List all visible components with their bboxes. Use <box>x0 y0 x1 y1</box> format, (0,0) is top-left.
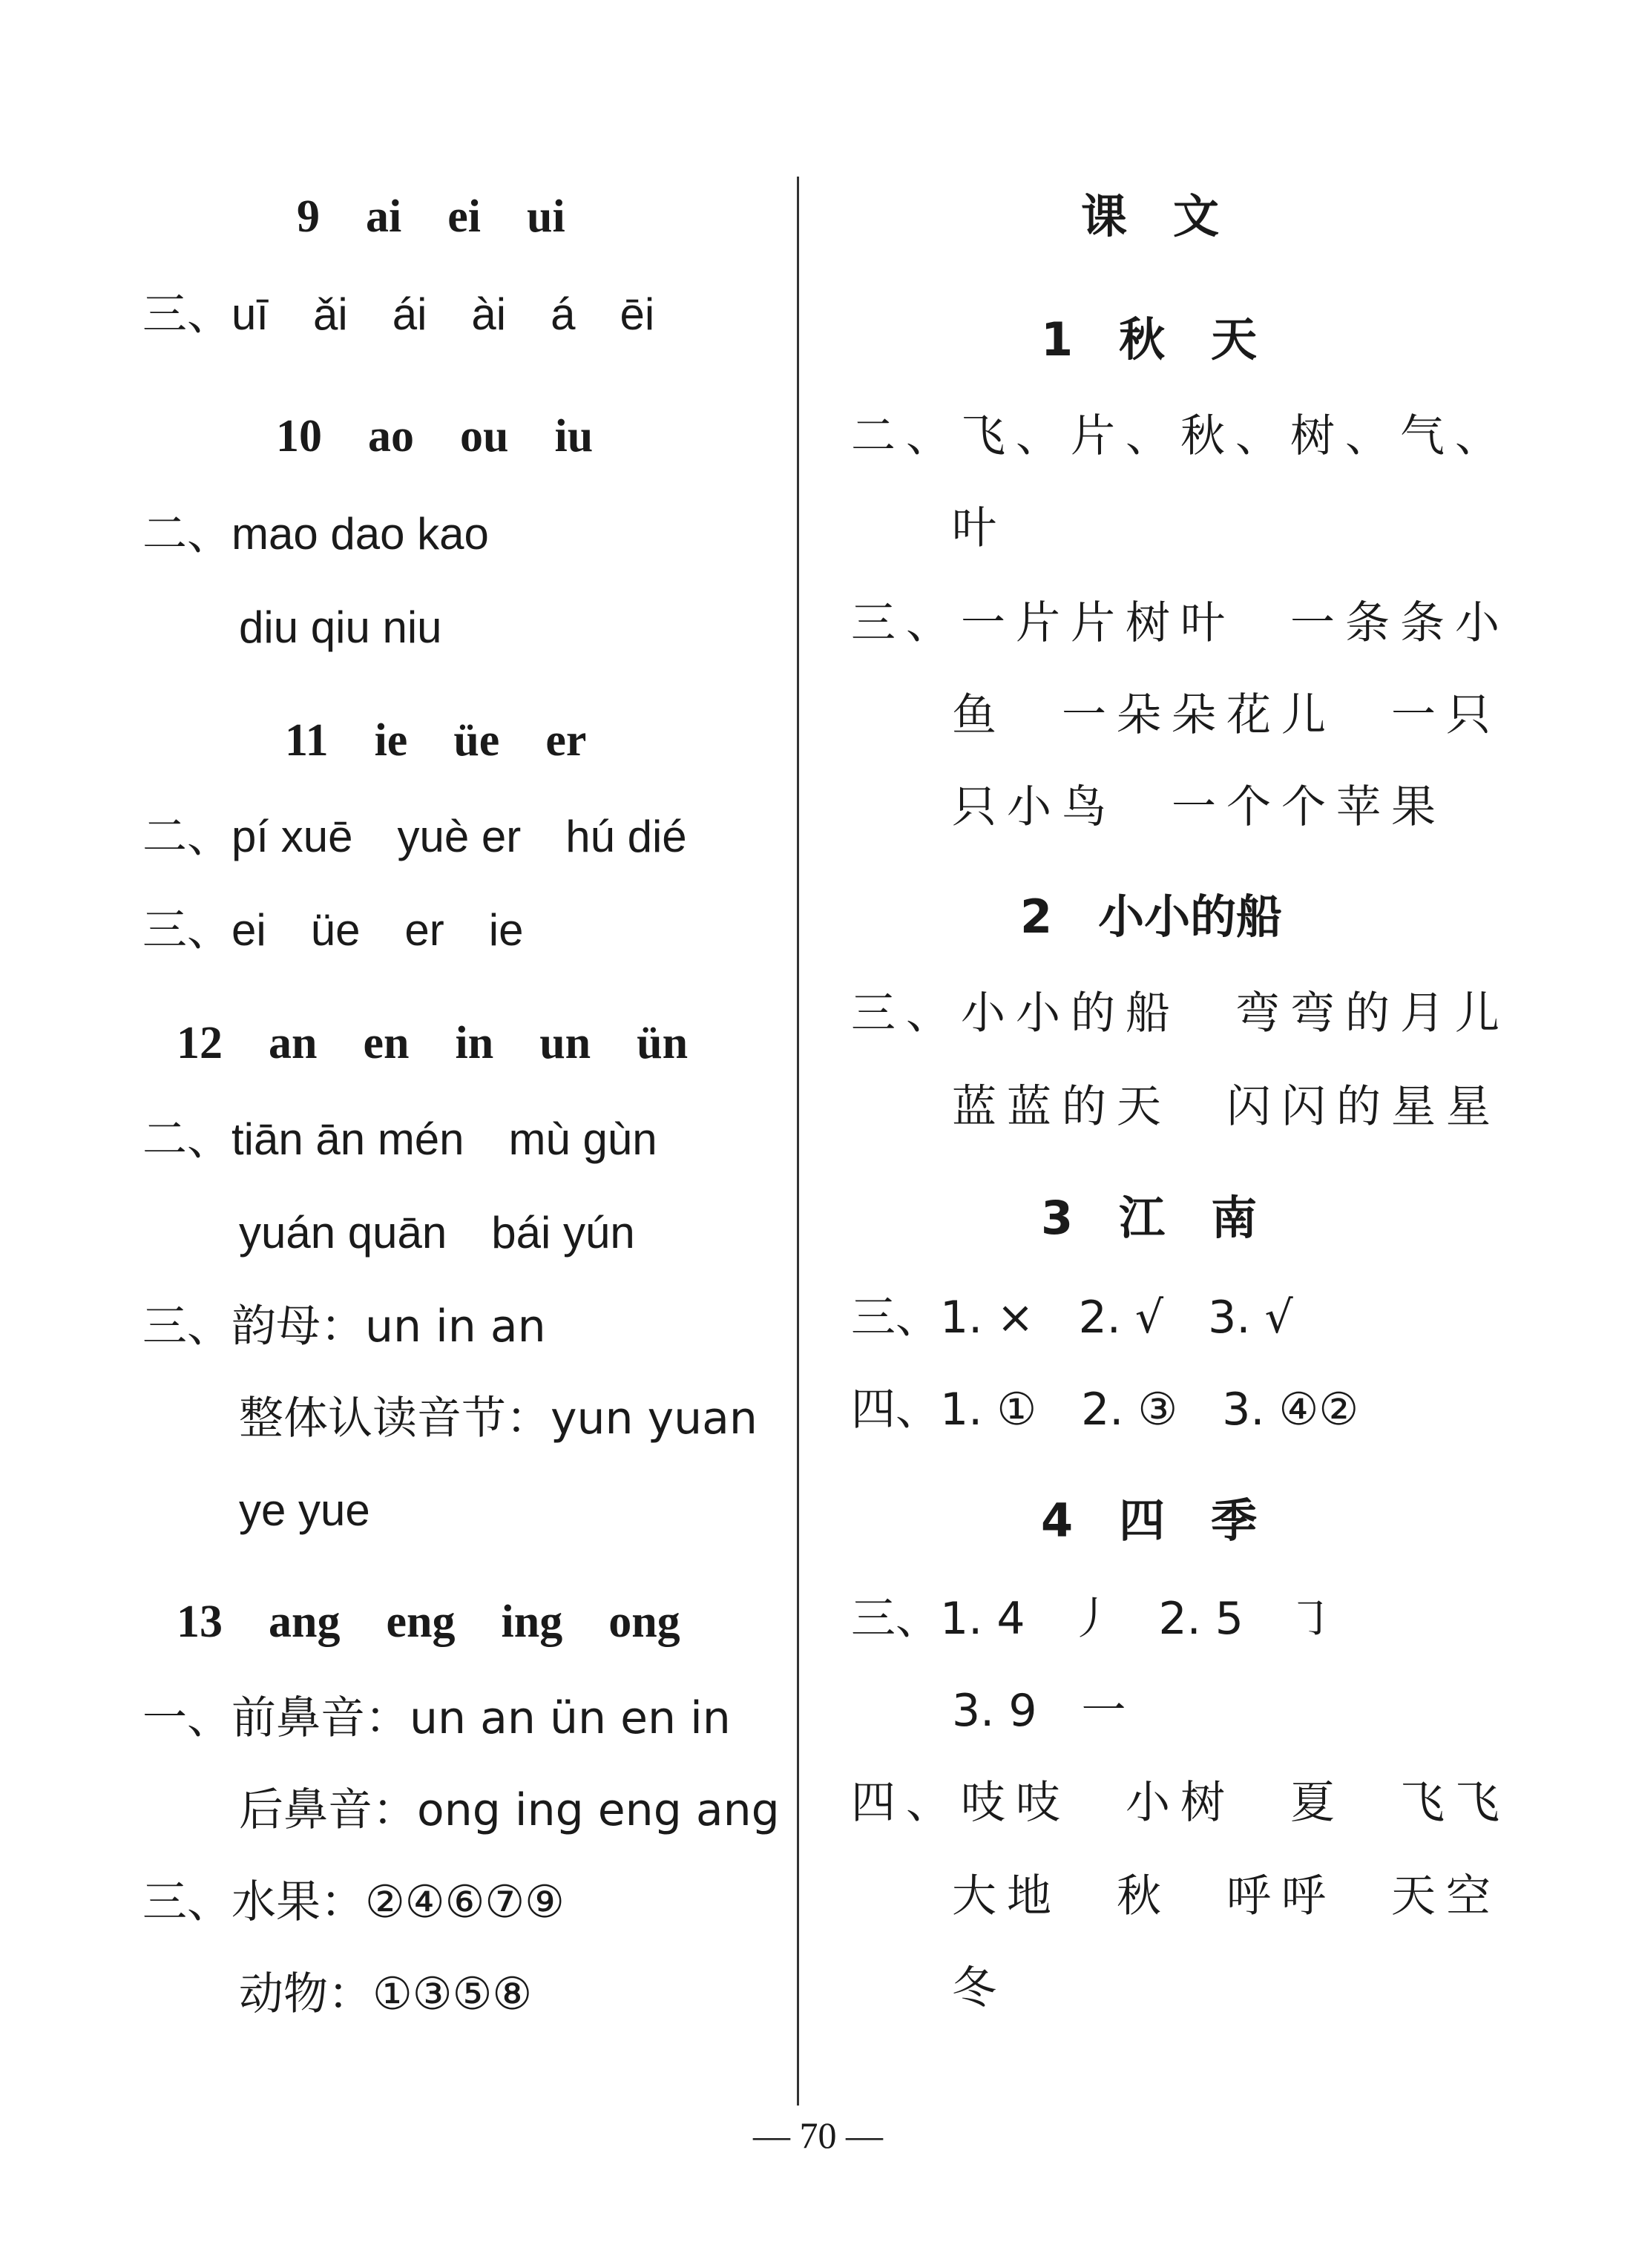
lesson-1-title: 1 秋 天 <box>1041 312 1258 367</box>
lesson-2-answer-3: 三、小小的船 弯弯的月儿 <box>851 987 1510 1039</box>
lesson-4-answer-3: 三、1. 4 丿 2. 5 ㇆ <box>851 1593 1333 1645</box>
lesson-4-answer-3-cont: 3. 9 一 <box>952 1685 1126 1737</box>
section-12-answer-2: 二、tiān ān mén mù gùn <box>142 1114 657 1164</box>
lesson-3-answer-4: 四、1. ① 2. ③ 3. ④② <box>851 1384 1359 1436</box>
right-header: 课 文 <box>1081 189 1220 243</box>
section-13-answer-1: 一、前鼻音：un an ün en in <box>142 1692 731 1744</box>
section-12-answer-3-cont: 整体认读音节：yun yuan <box>239 1393 758 1444</box>
section-11-title: 11 ie üe er <box>285 715 587 766</box>
section-13-answer-1-cont: 后鼻音：ong ing eng ang <box>239 1784 780 1836</box>
lesson-2-answer-3-cont: 蓝蓝的天 闪闪的星星 <box>952 1081 1501 1133</box>
lesson-4-title: 4 四 季 <box>1041 1493 1258 1548</box>
section-10-title: 10 ao ou iu <box>276 411 594 461</box>
section-9-answer-3: 三、uī ǎi ái ài á ēi <box>142 289 655 339</box>
section-10-answer-2-cont: diu qiu niu <box>239 602 442 652</box>
section-10-answer-2: 二、mao dao kao <box>142 509 489 559</box>
lesson-1-answer-2: 二、飞、片、秋、树、气、 <box>851 410 1510 462</box>
section-11-answer-3: 三、ei üe er ie <box>142 905 524 955</box>
section-11-answer-2: 二、pí xuē yuè er hú dié <box>142 812 687 861</box>
lesson-2-title: 2 小小的船 <box>1020 890 1283 944</box>
section-13-title: 13 ang eng ing ong <box>177 1597 680 1647</box>
lesson-1-answer-3: 三、一片片树叶 一条条小 <box>851 597 1510 649</box>
section-13-answer-3-cont: 动物：①③⑤⑧ <box>239 1968 533 2020</box>
lesson-3-answer-3: 三、1. × 2. √ 3. √ <box>851 1292 1293 1344</box>
lesson-1-answer-2-cont: 叶 <box>952 502 996 554</box>
section-12-answer-3: 三、韵母：un in an <box>142 1301 546 1352</box>
section-13-answer-3: 三、水果：②④⑥⑦⑨ <box>142 1876 565 1928</box>
column-divider <box>797 177 799 2106</box>
lesson-4-answer-4: 四、吱吱 小树 夏 飞飞 <box>851 1777 1510 1829</box>
section-12-answer-2-cont: yuán quān bái yún <box>239 1208 635 1258</box>
lesson-1-answer-3-cont2: 只小鸟 一个个苹果 <box>952 781 1446 833</box>
lesson-3-title: 3 江 南 <box>1041 1191 1258 1245</box>
lesson-1-answer-3-cont: 鱼 一朵朵花儿 一只 <box>952 689 1501 741</box>
page-number: — 70 — <box>753 2114 883 2156</box>
lesson-4-answer-4-cont2: 冬 <box>952 1962 996 2014</box>
section-12-answer-3-cont2: ye yue <box>239 1485 370 1535</box>
section-9-title: 9 ai ei ui <box>297 191 565 242</box>
section-12-title: 12 an en in un ün <box>177 1018 689 1068</box>
lesson-4-answer-4-cont: 大地 秋 呼呼 天空 <box>952 1870 1501 1922</box>
